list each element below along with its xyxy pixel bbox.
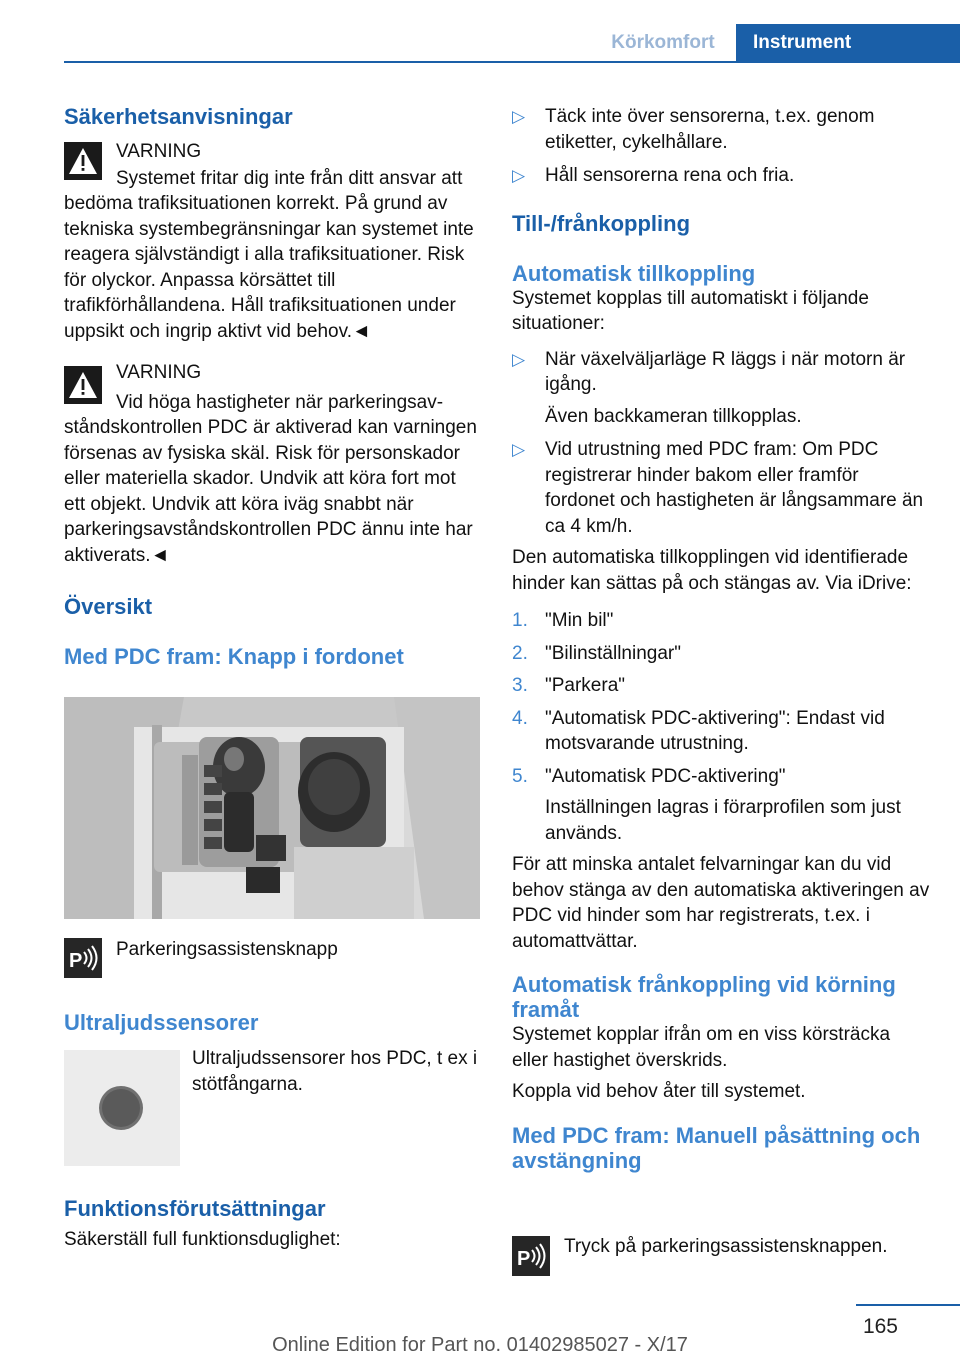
- step-number: 3.: [512, 675, 528, 696]
- page-number: 165: [862, 1315, 898, 1338]
- overview-heading: Översikt: [64, 594, 153, 619]
- step-number: 4.: [512, 707, 528, 729]
- step-item: [512, 764, 930, 847]
- parking-assist-caption: Parkeringsassistensknapp: [116, 939, 338, 960]
- step-text: "Parkera": [545, 675, 626, 696]
- center-console-photo: [64, 697, 480, 919]
- step-item: [512, 608, 930, 634]
- list-item: [512, 163, 930, 189]
- warning-2-text: ståndskontrollen PDC är aktiverad kan varningen försenas av fysiska skäl. Risk för personskador eller materiella skador. Undvik att köra fort mot ett objekt. Undvik att köra iväg snabbt när parkeringsavståndskontrollen PDC ännu inte har aktiverats.◄: [64, 417, 477, 566]
- manual-heading: Med PDC fram: Manuell påsättning och avstängning: [512, 1122, 921, 1173]
- edition-footer: Online Edition for Part no. 01402985027 - X/17: [272, 1334, 688, 1356]
- list-item: [512, 347, 930, 430]
- bullet-text: Täck inte över sensorerna, t.ex. genom etiketter, cykelhållare.: [545, 106, 875, 153]
- manual-text: Tryck på parkeringsassistensknappen.: [564, 1236, 888, 1257]
- auto-off-heading: Automatisk frånkoppling vid körning framåt: [512, 972, 896, 1022]
- function-text: Säkerställ full funktionsduglighet:: [64, 1229, 341, 1250]
- auto-on-text: Systemet kopplas till automatiskt i följande situationer:: [512, 287, 869, 334]
- left-column: [64, 104, 482, 669]
- auto-detect-text: Den automatiska tillkopplingen vid identifierade hinder kan sättas på och stängas av. Via iDrive:: [512, 547, 912, 594]
- step-text: "Automatisk PDC-aktivering": [545, 765, 786, 787]
- tab-korkomfort[interactable]: Körkomfort: [611, 32, 715, 53]
- warning-block-1: [64, 139, 482, 344]
- step-item: [512, 641, 930, 667]
- onoff-heading: Till-/frånkoppling: [512, 210, 691, 236]
- svg-text:P: P: [69, 950, 83, 972]
- bullet-marker-icon: ▷: [512, 107, 526, 126]
- step-number: 2.: [512, 642, 528, 664]
- bullet-text: När växelväljarläge R läggs i när motorn är igång.: [545, 348, 906, 395]
- auto-off-text-1: Systemet kopplar ifrån om en viss körsträcka eller hastighet överskrids.: [512, 1024, 891, 1071]
- parking-assist-button-icon: [64, 938, 102, 978]
- bullet-marker-icon: ▷: [512, 349, 526, 369]
- bullet-subtext: Även backkameran tillkopplas.: [545, 405, 802, 427]
- list-item: [512, 437, 930, 539]
- false-warning-text: För att minska antalet felvarningar kan du vid behov stänga av den automatiska aktiveringen av PDC vid hinder som har registrerats, t.ex. i automattvättar.: [512, 854, 930, 952]
- auto-off-text-2: Koppla vid behov åter till systemet.: [512, 1081, 806, 1102]
- tab-instrument[interactable]: Instrument: [736, 24, 960, 62]
- auto-on-heading: Automatisk tillkoppling: [512, 260, 756, 286]
- bullet-marker-icon: ▷: [512, 166, 526, 185]
- bullet-text: Håll sensorerna rena och fria.: [545, 165, 795, 186]
- step-number: 1.: [512, 610, 528, 631]
- step-text: "Automatisk PDC-aktivering": Endast vid motsvarande utrustning.: [545, 707, 885, 754]
- list-item: [512, 104, 930, 155]
- warning-2-label: VARNING: [116, 362, 202, 383]
- warning-triangle-icon: [64, 142, 102, 180]
- safety-heading: Säkerhetsanvisningar: [64, 104, 293, 129]
- ultrasound-heading: Ultraljudssensorer: [64, 1010, 259, 1035]
- function-heading: Funktionsförutsättningar: [64, 1196, 326, 1221]
- header-rule: [64, 61, 960, 63]
- bullet-marker-icon: ▷: [512, 440, 526, 459]
- ultrasound-sensor-image: [64, 1050, 180, 1166]
- pdc-front-heading: Med PDC fram: Knapp i fordonet: [64, 644, 404, 669]
- step-text: "Min bil": [545, 610, 614, 631]
- warning-1-text: bedöma trafiksituationen korrekt. På grund av tekniska systembegränsningar kan systemet inte reagera självständigt i alla trafiksituationer. Risk för olyckor. Anpassa körsättet till trafikförhållandena. Håll trafiksituationen under uppsikt och ingrip aktivt vid behov.◄: [64, 193, 474, 342]
- step-item: [512, 706, 930, 757]
- step-subtext: Inställningen lagras i förarprofilen som just används.: [545, 797, 901, 844]
- step-number: 5.: [512, 765, 528, 787]
- warning-2-first-line: Vid höga hastigheter när parkeringsav-: [116, 391, 444, 413]
- warning-block-2: [64, 360, 482, 568]
- footer-rule: [856, 1304, 960, 1306]
- warning-1-label: VARNING: [116, 141, 202, 162]
- ultrasound-text: Ultraljudssensorer hos PDC, t ex i stötfångarna.: [192, 1048, 478, 1095]
- parking-assist-button-icon: [512, 1236, 550, 1276]
- warning-1-first-line: Systemet fritar dig inte från ditt ansvar att: [116, 167, 463, 189]
- step-item: [512, 673, 930, 699]
- warning-triangle-icon: [64, 366, 102, 404]
- svg-text:P: P: [517, 1248, 531, 1270]
- right-column: [512, 104, 930, 1173]
- step-text: "Bilinställningar": [545, 642, 681, 664]
- bullet-text: Vid utrustning med PDC fram: Om PDC registrerar hinder bakom eller framför fordonet och hastigheten är långsammare än ca 4 km/h.: [545, 439, 924, 537]
